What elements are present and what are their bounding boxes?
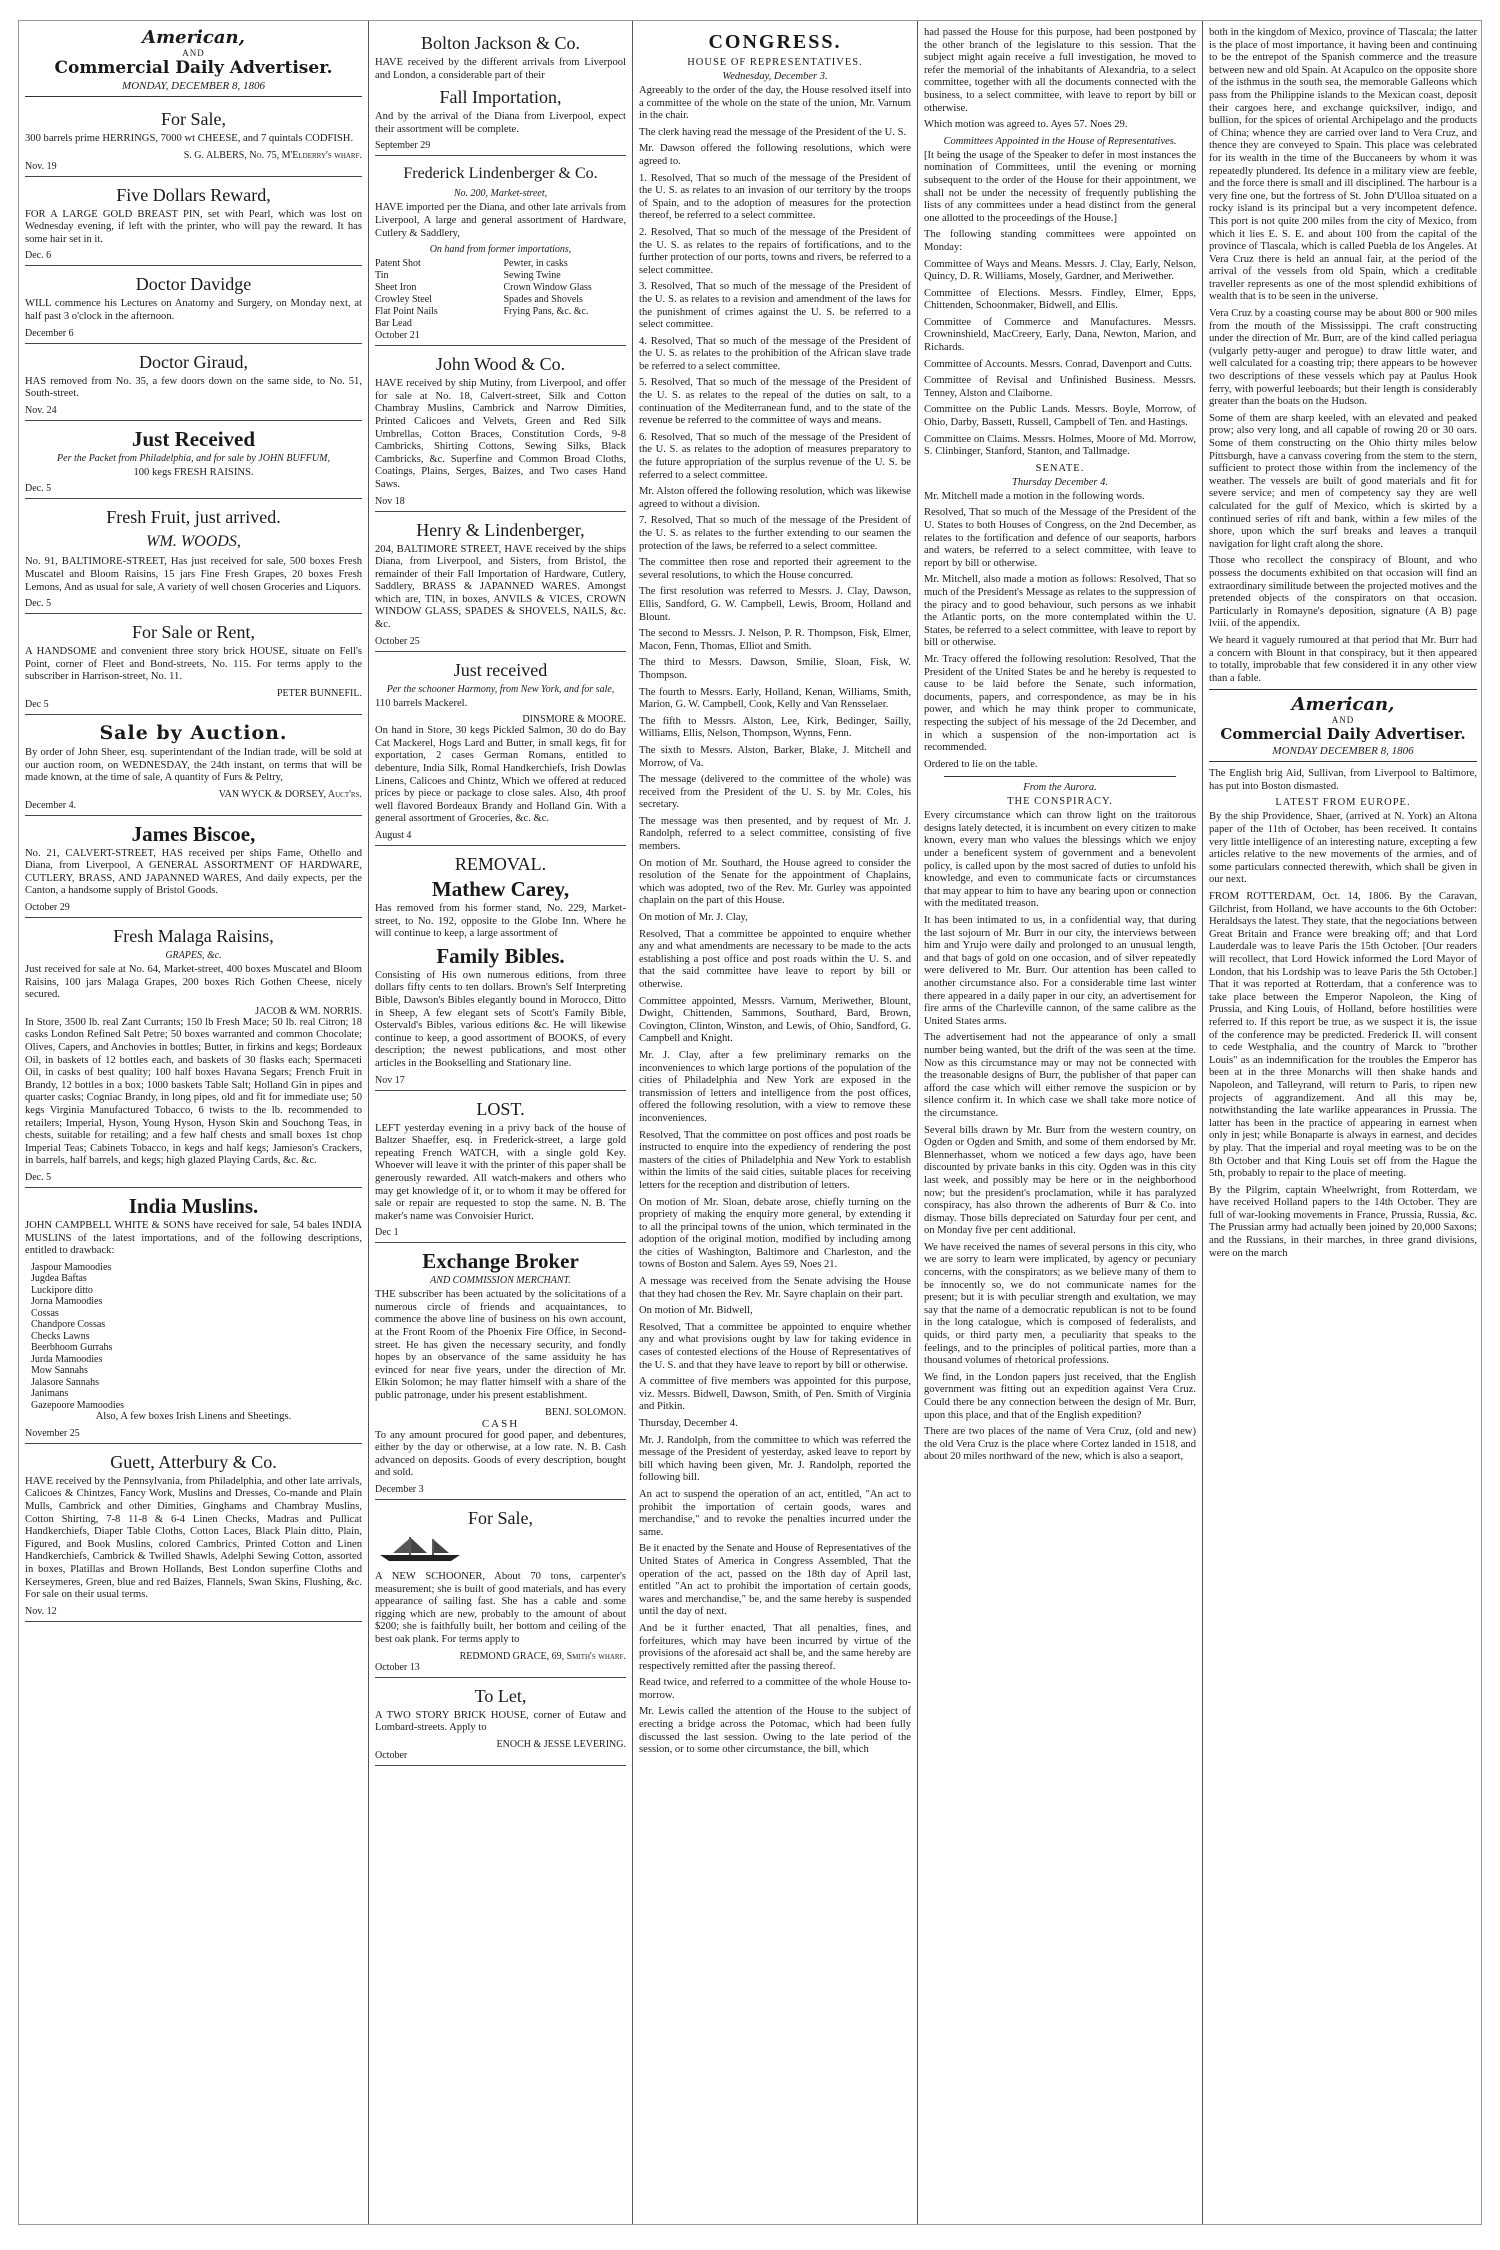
ad-heading: Just received xyxy=(453,659,548,680)
paragraph: By the Pilgrim, captain Wheelwright, from Rotterdam, we have received Holland papers to the 14th October. They are full of war-looking movements in France, Prussia, Russia, &c. The Prussian army had actually been joined by 20,000 Saxons; and the Russians, in their marches, in three grand divisions, were on the march xyxy=(1209,1184,1477,1259)
ad-just-received-mackerel xyxy=(375,654,626,846)
source-credit: From the Aurora. xyxy=(1023,782,1097,794)
ad-date: Dec. 5 xyxy=(25,483,52,495)
ad-heading: REMOVAL. xyxy=(454,854,547,874)
section-heading-conspiracy: THE CONSPIRACY. xyxy=(1007,796,1113,808)
paragraph: both in the kingdom of Mexico, province of Tlascala; the latter is the place of most importance, it having been and continuing to be the entrepot of the Spanish commerce and the treasure between new and old Spain. At Acapulco on the opposite shore of the isthmus in the south sea, the memorable Galleons which pass from the Philippine islands to the Mexican coast, deposit their cargoes here, and exchange quicksilver, indigo, and bullion, for the spices of oriental Archipelago and the products of China; whence they are carried over land to Vera Cruz, and thence they are conveyed to Spain. This place was celebrated for its wealth in the time of the Buccaneers by whom it was repeatedly plundered. Its defence in a military view are feeble, and the force there is small and ill disciplined. The harbour is a very fine one, but the fortress of St. John D'Ulloa situated on a rocky island is its principal but a very incompetent defence. This port is not quite 200 miles from the city of Mexico, from which it lies E. S. E. and about 100 from the capital of the province of Tlascala, which is called Puebla de los Angeles. At Vera Cruz there is held an annual fair, at the period of the arrival of the vessels from old Spain, which a creditable traveller represents as one of the most splendid exhibitions of wealth that is to be seen in the universe. xyxy=(1209,27,1477,303)
ad-signature: REDMOND GRACE, 69, Smith's wharf. xyxy=(459,1650,626,1662)
ad-subheading: AND COMMISSION MERCHANT. xyxy=(430,1275,571,1287)
list-item: Flat Point Nails xyxy=(375,306,438,318)
masthead-title-line2: Commercial Daily Advertiser. xyxy=(1220,725,1466,744)
list-item: Jalasore Sannahs xyxy=(31,1376,100,1388)
paragraph: Ordered to lie on the table. xyxy=(924,758,1038,770)
paragraph: Be it enacted by the Senate and House of Representatives of the United States of America in Congress Assembled, That the operation of the act, passed on the 18th day of April last, entitled "An act to prohibit the importation of certain goods, wares and merchandise," be, and the same hereby is suspended until the day of next. xyxy=(639,1543,911,1618)
ad-date: Nov. 24 xyxy=(25,404,57,416)
ad-signature: JACOB & WM. NORRIS. xyxy=(255,1005,362,1017)
news-brief xyxy=(1209,768,1477,793)
muslin-list xyxy=(25,1262,362,1412)
ad-body: HAVE imported per the Diana, and other late arrivals from Liverpool, A large and general assortment of Hardware, Cutlery & Saddlery, xyxy=(375,202,626,239)
ad-body: HAVE received by the different arrivals from Liverpool and London, a considerable part of their xyxy=(375,57,626,81)
paragraph: Mr. Lewis called the attention of the House to the subject of erecting a bridge across the Potomac, which had been fully discussed the last session. Owing to the late period of the session, or to some other circumstance, the bill, which xyxy=(639,1706,911,1756)
ad-heading: Five Dollars Reward, xyxy=(116,184,271,205)
ad-heading: Fresh Fruit, just arrived. xyxy=(106,507,281,528)
ad-body: WILL commence his Lectures on Anatomy and Surgery, on Monday next, at half past 3 o'clock in the afternoon. xyxy=(25,298,362,322)
paragraph: The following standing committees were appointed on Monday: xyxy=(924,229,1196,253)
list-item: Sheet Iron xyxy=(375,282,417,294)
ad-body: A NEW SCHOONER, About 70 tons, carpenter's measurement; she is built of good materials, and has every appearance of sailing fast. She has a cable and some rigging which are new, probably to the amount of about $200; she is faithfully built, her bottom and ceiling of the best oak plank. For terms apply to xyxy=(375,1571,626,1645)
masthead-date: MONDAY DECEMBER 8, 1806 xyxy=(1272,745,1414,758)
ad-heading-2: Mathew Carey, xyxy=(431,877,570,901)
ad-date: October 21 xyxy=(375,330,420,342)
list-item: Gazepoore Mamoodies xyxy=(31,1399,125,1411)
masthead-title-line1: American, xyxy=(142,27,245,48)
section-heading-senate: SENATE. xyxy=(1035,462,1085,474)
list-item: Frying Pans, &c. &c. xyxy=(503,306,589,318)
senate-date: Thursday December 4. xyxy=(1012,476,1108,488)
ad-body: 100 kegs FRESH RAISINS. xyxy=(133,466,254,478)
paragraph: Mr. Dawson offered the following resolutions, which were agreed to. xyxy=(639,143,911,167)
ad-date: August 4 xyxy=(375,830,412,841)
ad-just-received xyxy=(25,423,362,500)
ad-body: HAVE received by ship Mutiny, from Liverpool, and offer for sale at No. 18, Calvert-street, Silk and Cotton Chambray Muslins, Cambrick and Narrow Dimities, Printed Calicoes and Velvets, Green and Red Silk Umbrellas, Cotton Braces, Constitution Cords, 9-8 Cambricks, Shirting Cottons, Sewing Silks, Black Cambricks, &c. Superfine and Common Broad Cloths, Coatings, Plains, Serges, Baizes, and Two cases Hand Saws. xyxy=(375,378,626,490)
ad-body-2: To any amount procured for good paper, and debentures, either by the day or otherwise, at a low rate. N. B. Cash advanced on deposits. Goods of every description, bought and sold. xyxy=(375,1429,626,1479)
paragraph: Agreeably to the order of the day, the House resolved itself into a committee of the whole on the state of the union, Mr. Varnum in the chair. xyxy=(639,85,911,122)
paragraph: Several bills drawn by Mr. Burr from the western country, on Ogden or Ogden and Smith, and some of them endorsed by Mr. Blennerhasset, whom we noticed a few days ago, have been discounted by private banks in this city. Ogden was in this city last week, and possibly may be here or in the neighborhood now; but the president's proclamation, while it has paralyzed conspiracy, has also thrown the adherents of Burr & Co. into dismay. Those bills depreciated on Saturday four per cent, and on Monday five per cent additional. xyxy=(924,1124,1196,1237)
section-subtitle: HOUSE OF REPRESENTATIVES. xyxy=(687,57,863,68)
ad-date: November 25 xyxy=(25,1427,80,1439)
list-item: Jurda Mamoodies xyxy=(31,1353,103,1365)
paragraph: Mr. Mitchell made a motion in the following words. xyxy=(924,490,1145,502)
masthead-title-line1: American, xyxy=(1291,694,1395,716)
paragraph: 3. Resolved, That so much of the message of the President of the U. S. as relates to a revision and amendment of the laws for the punishment of crimes against the U. S. be referred to a select committee. xyxy=(639,281,911,331)
masthead-and: AND xyxy=(182,48,205,58)
europe-news xyxy=(1209,811,1477,1260)
paragraph: It has been intimated to us, in a confidential way, that during the last sojourn of Mr. Burr in our city, the interviews between him and Yrujo were daily and prolonged to an unusual length, and that bags of gold on one occasion, and of silver repeatedly were delivered to Mr. Burr. Our attention has been called to another circumstance also. For a considerable time last winter there appeared in a daily paper in our city, an advertisement for fire arms of the Charleville cannon, of the same calibre as the United States arms. xyxy=(924,915,1196,1027)
goods-two-column-list xyxy=(375,258,626,330)
ad-date: October 13 xyxy=(375,1661,420,1673)
paragraph: The English brig Aid, Sullivan, from Liverpool to Baltimore, has put into Boston dismasted. xyxy=(1209,768,1477,792)
paragraph: The advertisement had not the appearance of only a small number being wanted, but the drift of the was seen at the time. Now as this circumstance may or may not be connected with the treasonable designs of Burr, the publisher of that paper can afford the case which will either remove the suspicion or by silence confirm it. In which case we shall take more notice of the circumstance. xyxy=(924,1032,1196,1119)
ad-body: HAVE received by the Pennsylvania, from Philadelphia, and other late arrivals, Calicoes & Chintzes, Fancy Work, Muslins and Dresses, Co-mande and Plain Mulls, Cambrick and other Dimities, Ginghams and Chambray Muslins, Cotton Shirting, 7-8 11-8 & 6-4 Linen Checks, Madras and Pullicat Handkerchiefs, Diaper Table Cloths, Cotton Laces, Black Plain ditto, Plain, Figured, and Book Muslins, colored Cambrics, Printed Cotton and Linen Handkerchiefs, Cambrick & Twilled Shawls, Adelphi Sewing Cotton, assorted in boxes, Platillas and Brown Hollands, Best London superfine Cloths and Kerseymeres, Green, blue and red Baizes, Flannels, Swan Skins, Flushing, &c. For sale on their usual terms. xyxy=(25,1475,362,1601)
list-item: Janimans xyxy=(31,1388,69,1400)
ad-heading: For Sale, xyxy=(468,1508,533,1528)
ad-date: December 4. xyxy=(25,799,77,811)
paragraph: On motion of Mr. J. Clay, xyxy=(639,912,748,924)
paragraph: By the ship Providence, Shaer, (arrived at N. York) an Altona paper of the 11th of October, has been received. It contains very little intelligence of an interesting nature, excepting a few articles relative to the new movements of the armies, and of some particulars connected therewith, which shall be given in our next. xyxy=(1209,811,1477,886)
ad-body: Has removed from his former stand, No. 229, Market-street, to No. 192, opposite to the Globe Inn. Where he will continue to keep, a large assortment of xyxy=(375,903,626,940)
paragraph: The first resolution was referred to Messrs. J. Clay, Dawson, Ellis, Sandford, G. W. Campbell, Lewis, Broom, Holland and Blount. xyxy=(639,586,911,623)
ad-date: Dec. 5 xyxy=(25,1171,52,1183)
paragraph: 5. Resolved, That so much of the message of the President of the U. S. as relates to the repeal of the duties on salt, to a continuation of the Mediterranean fund, and to the state of the revenue be referred to the committee of ways and means. xyxy=(639,377,911,427)
list-item: Cossas xyxy=(31,1307,59,1319)
paragraph: Committee of Revisal and Unfinished Business. Messrs. Tenney, Alston and Claiborne. xyxy=(924,375,1196,399)
ad-malaga-raisins xyxy=(25,920,362,1188)
ad-body-2: On hand in Store, 30 kegs Pickled Salmon, 30 do do Bay Cat Mackerel, Hogs Lard and Butter, in small kegs, fit for exportation, 2 cases German Romans, entitled to debenture, India Silk, Romal Handkerchiefs, Irish Dowlas Linens, Calicoes and Chintz, Which we offered at reduced prices by piece or package to close sales. Also, 4th proof well flavored Bordeaux Brandy and Holland Gin. With a general assortment of Groceries, &c. &c. xyxy=(375,725,626,825)
paragraph: had passed the House for this purpose, had been postponed by the other branch of the legislature to this session. That the subject might again receive a full investigation, he moved to refer the memorial of the inhabitants of Alexandria, to a select committee, together with all the documents connected with the business, to a select committee, with leave to report by bill or otherwise. xyxy=(924,27,1196,114)
ad-lost-watch xyxy=(375,1093,626,1244)
column-3 xyxy=(632,21,917,2224)
list-item: Spades and Shovels xyxy=(503,294,583,306)
paragraph: And be it further enacted, That all penalties, fines, and forfeitures, which may have been incurred by virtue of the provisions of the aforesaid act shall be, and the same hereby are respectively remitted after the passing thereof. xyxy=(639,1622,911,1672)
ad-heading: Just Received xyxy=(131,426,256,451)
ad-merchant-name: WM. WOODS, xyxy=(146,533,241,551)
list-item: Beerbhoom Gurrahs xyxy=(31,1342,113,1354)
paragraph: Read twice, and referred to a committee of the whole House to-morrow. xyxy=(639,1677,911,1701)
paragraph: On motion of Mr. Southard, the House agreed to consider the resolution of the Senate for the appointment of Chaplains, which was adopted, two of the Rev. Mr. Gurley was appointed chaplain on the part of this House. xyxy=(639,857,911,907)
ad-body: 300 barrels prime HERRINGS, 7000 wt CHEESE, and 7 quintals CODFISH. xyxy=(25,133,354,144)
list-item: Chandpore Cossas xyxy=(31,1319,106,1331)
paragraph: Resolved, That so much of the Message of the President of the U. States to both Houses of Congress, on the 2nd December, as relates to the fortification and defence of our seaports, harbors and waters, be referred to a select committee, with leave to report by bill or otherwise. xyxy=(924,507,1196,569)
paragraph: Committee of Commerce and Manufactures. Messrs. Crowninshield, MacCreery, Early, Dana, Newton, Marion, and Richards. xyxy=(924,316,1196,354)
ad-heading: India Muslins. xyxy=(128,1193,259,1218)
paragraph: The committee then rose and reported their agreement to the several resolutions, to which the House concurred. xyxy=(639,557,911,581)
paragraph: Mr. J. Clay, after a few preliminary remarks on the inconveniences to which large portions of the population of the cities of Philadelphia and New York are exposed in the transmission of letters and intelligence from the post offices, offered the following resolution, with a view to remove these inconveniences. xyxy=(639,1049,911,1124)
ad-signature: BENJ. SOLOMON. xyxy=(545,1406,626,1418)
ad-date: Nov. 19 xyxy=(25,160,57,172)
ad-heading: Henry & Lindenberger, xyxy=(416,519,585,540)
ad-body-2: In Store, 3500 lb. real Zant Currants; 150 lb Fresh Mace; 50 lb. real Citron; 18 casks London Refined Salt Petre; 50 boxes warranted and common Chocolate; Olives, Capers, and Anchovies in bottles; Butter, in firkins and kegs; Bordeaux Oil, in baskets of 12 bottles each, and baskets of 30 flasks each; Spermaceti Oil, in casks of best quality; 100 half boxes Havana Segars; French Fruit in Brandy, 12 bottles in a box; 1000 baskets Table Salt; Holland Gin in pipes and quarter casks; Cogniac Brandy, in long pipes, old and fit for immediate use; 50 kegs Virginia Manufactured Tobacco, 6 twists to the lb. recommended to retailers; Imperial, Hyson, Young Hyson, Hyson Skin and Souchong Teas, in chests, suitable for retailing; and a few half chests and small boxes 1st chop Imperial Teas; Cabinets Tobacco, in kegs and half kegs; Jamieson's Crackers, in barrels, half barrels, and kegs; high glazed Playing Cards, &c. &c. xyxy=(25,1016,362,1167)
paragraph: Committee of Ways and Means. Messrs. J. Clay, Early, Nelson, Quincy, D. R. Williams, Mosely, Gardner, and Meriwether. xyxy=(924,258,1196,283)
paragraph: The message was then presented, and by request of Mr. J. Randolph, referred to a select committee, consisting of five members. xyxy=(639,815,911,853)
ad-heading: Bolton Jackson & Co. xyxy=(420,33,580,53)
ad-subheading-2: On hand from former importations, xyxy=(429,244,572,256)
ad-body-2: Consisting of His own numerous editions, from three dollars fifty cents to ten dollars. Brown's Self Interpreting Bible, Dawson's Bibles elegantly bound in Morocco, Ditto in Sheep, A few elegant sets of Scott's Family Bible, Ostervald's Bibles, various editions &c. He will likewise continue to keep, a good assortment of BOOKS, of every description; the newest publications, and most other articles in the Bookselling and Stationary line. xyxy=(375,969,626,1069)
ad-heading: To Let, xyxy=(474,1685,527,1706)
ad-heading: Frederick Lindenberger & Co. xyxy=(403,165,598,183)
ad-signature: PETER BUNNEFIL. xyxy=(277,687,362,699)
senate-proceedings xyxy=(924,491,1196,771)
ad-body: HAS removed from No. 35, a few doors down on the same side, to No. 51, South-street. xyxy=(25,375,362,400)
ad-to-let xyxy=(375,1680,626,1766)
ad-body: JOHN CAMPBELL WHITE & SONS have received for sale, 54 bales INDIA MUSLINS of the latest importations, and of the following descriptions, entitled to drawback: xyxy=(25,1219,362,1257)
ad-auction xyxy=(25,717,362,816)
list-item: Sewing Twine xyxy=(503,270,561,282)
ad-doctor-davidge xyxy=(25,268,362,343)
ad-john-wood xyxy=(375,348,626,511)
ad-subheading: Per the schooner Harmony, from New York, and for sale, xyxy=(386,683,615,695)
congress-proceedings xyxy=(639,85,911,1757)
masthead xyxy=(25,27,362,97)
paragraph: Mr. Alston offered the following resolution, which was likewise agreed to without a division. xyxy=(639,486,911,510)
ad-heading-2: Fall Importation, xyxy=(439,87,562,108)
ad-heading: James Biscoe, xyxy=(131,821,256,846)
column-4 xyxy=(917,21,1202,2224)
ad-heading: LOST. xyxy=(476,1098,525,1119)
ad-body: 204, BALTIMORE STREET, HAVE received by the ships Diana, from Liverpool, and Sisters, from Bristol, the remainder of their Fall Importation of Hardware, Cutlery, Saddlery, BRASS & JAPANNED WARES. Amongst which are, TIN, in boxes, ANVILS & VICES, CROWN WINDOW GLASS, SPADES & SHOVELS, NAILS, &c. &c. xyxy=(375,543,626,631)
ad-date: September 29 xyxy=(375,140,431,152)
list-item: Checks Lawns xyxy=(31,1330,90,1342)
paragraph: On motion of Mr. Bidwell, xyxy=(639,1305,753,1317)
ad-signature: DINSMORE & MOORE. xyxy=(522,714,626,726)
ad-india-muslins xyxy=(25,1190,362,1444)
ad-heading: Exchange Broker xyxy=(422,1249,579,1274)
ad-date: October 29 xyxy=(25,902,70,914)
list-item: Patent Shot xyxy=(375,258,421,270)
ad-date: Nov. 12 xyxy=(25,1605,57,1617)
paragraph: 7. Resolved, That so much of the message of the President of the U. S. as relates to the further extending to our seamen the protection of the laws, be referred to a select committee. xyxy=(639,515,911,552)
ad-date: Dec 5 xyxy=(25,698,49,710)
ad-body: No. 91, BALTIMORE-STREET, Has just received for sale, 500 boxes Fresh Muscatel and Bloom Raisins, 15 jars Fine Fresh Grapes, 20 boxes Fresh Lemons, And as usual for sale, A variety of well chosen Groceries and Liquors. xyxy=(25,556,362,593)
paragraph: The clerk having read the message of the President of the U. S. xyxy=(639,126,907,138)
list-item: Jorna Mamoodies xyxy=(31,1296,103,1308)
ad-heading-3: Family Bibles. xyxy=(436,943,565,968)
paragraph: Committee of Elections. Messrs. Findley, Elmer, Epps, Chittenden, Schoonmaker, Bidwell, and Ellis. xyxy=(924,287,1196,312)
masthead-title-line2: Commercial Daily Advertiser. xyxy=(54,58,333,78)
ad-body: No. 21, CALVERT-STREET, HAS received per ships Fame, Othello and Diana, from Liverpool, A GENERAL ASSORTMENT OF HARDWARE, CUTLERY, BRASS, AND JAPANNED WARES, And daily expects, per the Canton, a handsome supply of Bristol Goods. xyxy=(25,847,362,897)
ad-subheading: Per the Packet from Philadelphia, and for sale by JOHN BUFFUM, xyxy=(57,452,330,464)
paragraph: The second to Messrs. J. Nelson, P. R. Thompson, Fisk, Elmer, Macon, Fenn, Thomas, Elliot and Smith. xyxy=(639,628,911,652)
ad-subheading: No. 200, Market-street, xyxy=(453,188,548,200)
ad-guett-atterbury xyxy=(25,1446,362,1622)
paragraph: Committee appointed, Messrs. Varnum, Meriwether, Blount, Dwight, Chittenden, Sammons, Southard, Bard, Brown, Covington, Clinton, Winston, and Lewis, of Ohio, Sandford, G. Campbell and Knight. xyxy=(639,995,911,1045)
divider xyxy=(944,776,1176,777)
ad-signature: ENOCH & JESSE LEVERING. xyxy=(496,1738,626,1750)
ad-reward xyxy=(25,179,362,267)
committees-list xyxy=(924,150,1196,459)
ad-heading: For Sale or Rent, xyxy=(132,622,255,643)
ad-for-sale-herrings xyxy=(25,103,362,177)
ad-heading: Guett, Atterbury & Co. xyxy=(110,1451,277,1472)
paragraph: The sixth to Messrs. Alston, Barker, Blake, J. Mitchell and Morrow, of Va. xyxy=(639,744,911,769)
paragraph: Mr. Tracy offered the following resolution: Resolved, That the President of the United States be and he hereby is requested to cause to be laid before the Senate, such information, documents, papers, and correspondence, as may be in his power, and which he may think proper to communicate, respecting the subject of his message of the 2d December, and in which a suspension of the non-importation act is recommended. xyxy=(924,653,1196,754)
list-item: Crown Window Glass xyxy=(503,282,592,294)
ad-date: October 25 xyxy=(375,635,420,647)
paragraph: Vera Cruz by a coasting course may be about 800 or 900 miles from the mouth of the Mississippi. The craft constructing under the direction of Mr. Burr, are of the kind called periagua (vulgarly petty-auger and perogue) to draw little water, and well calculated for a coasting trip; there appears to be however two descriptions of these vessels which pay at Paulus Hook ferry, with powerful leeboards; but their length is considerably greater than the boats on the Hudson. xyxy=(1209,308,1477,408)
ad-body: Just received for sale at No. 64, Market-street, 400 boxes Muscatel and Bloom Raisins, 100 jars Malaga Grapes, 200 boxes Rich Gothen Cheese, nicely secured. xyxy=(25,964,362,1001)
paragraph: 6. Resolved, That so much of the message of the President of the U. S. as relates to the adoption of measures preparatory to the future appropriation of the surplus revenue of the U. S. be referred to a select committee. xyxy=(639,431,911,481)
ship-icon xyxy=(375,1535,465,1563)
paragraph: Mr. J. Randolph, from the committee to which was referred the message of the President of yesterday, asked leave to report by bill which having been given, Mr. J. Randolph, reported the following bill. xyxy=(639,1434,911,1484)
paragraph: The fourth to Messrs. Early, Holland, Kenan, Williams, Smith, Marion, G. W. Campbell, Cook, Kelly and Van Rensselaer. xyxy=(639,686,911,711)
ad-date: Dec 1 xyxy=(375,1227,399,1239)
ad-signature: S. G. ALBERS, No. 75, M'Elderry's wharf. xyxy=(183,149,362,161)
paragraph: The fifth to Messrs. Alston, Lee, Kirk, Bedinger, Sailly, Williams, Ellis, Nelson, Thompson, Wynns, Fenn. xyxy=(639,715,911,740)
paragraph: 2. Resolved, That so much of the message of the President of the U. S. as relates to the repairs of fortifications, and to the further protection of our ports, towns and rivers, be referred to a select committee. xyxy=(639,226,911,276)
paragraph: Committee on the Public Lands. Messrs. Boyle, Morrow, of Ohio, Darby, Bassett, Russell, Campbell of Ten. and Hastings. xyxy=(924,404,1196,429)
list-item: Jaspour Mamoodies xyxy=(31,1261,112,1273)
paragraph: On motion of Mr. Sloan, debate arose, chiefly turning on the propriety of making the enquiry more general, by extending it to all the principal towns of the union, which terminated in the adoption of the original motion, modified by including among the cities of Washington, Baltimore and Charleston, and the towns of Boston and Salem. Ayes 59, Noes 21. xyxy=(639,1196,911,1271)
paragraph: There are two places of the name of Vera Cruz, (old and new) the old Vera Cruz is the place where Cortez landed in 1518, and about 20 miles northward of the new, which is also a seaport, xyxy=(924,1426,1196,1463)
paragraph: A message was received from the Senate advising the House that they had chosen the Rev. Mr. Sayre chaplain on their part. xyxy=(639,1276,911,1300)
conspiracy-article xyxy=(924,810,1196,1464)
list-item: Jugdea Baftas xyxy=(31,1273,87,1285)
paragraph: [It being the usage of the Speaker to defer in most instances the nomination of Committees, until the evening or morning subsequent to the order of the House for their appointment, we shall not be under the necessity of frequently publishing the lists of any committees under a head distinct from the general one allotted to the proceedings of the House.] xyxy=(924,149,1196,224)
paragraph: Resolved, That a committee be appointed to enquire whether any and what provisions ought by law for taking evidence in cases of contested elections of the House of Representatives of the U. S. and that they have leave to report by bill or otherwise. xyxy=(639,1321,911,1371)
masthead-date: MONDAY, DECEMBER 8, 1806 xyxy=(122,80,265,92)
paragraph: Resolved, That the committee on post offices and post roads be instructed to enquire into the expediency of rendering the post masters of the cities of Philadelphia and New York to establish within the limits of the said cities, suitable places for receiving letters for the reception and distribution of letters. xyxy=(639,1129,911,1191)
column-5 xyxy=(1202,21,1483,2224)
column-2 xyxy=(368,21,632,2224)
list-item: Luckipore ditto xyxy=(31,1284,93,1296)
ad-signature: VAN WYCK & DORSEY, Auct'rs. xyxy=(218,788,362,800)
newspaper-page xyxy=(18,20,1482,2225)
ad-frederick-lindenberger xyxy=(375,158,626,346)
ad-heading: Fresh Malaga Raisins, xyxy=(113,926,274,947)
ad-date: Dec. 6 xyxy=(25,250,52,262)
section-heading-latest-europe: LATEST FROM EUROPE. xyxy=(1275,797,1411,809)
ad-heading: Sale by Auction. xyxy=(99,721,288,744)
section-title-congress: CONGRESS. xyxy=(708,31,842,53)
paragraph: FROM ROTTERDAM, Oct. 14, 1806. By the Caravan, Gilchrist, from Holland, we have accounts to the 6th October: Heraldsays the latest. They state, that the negociations between Great Britain and France were breaking off; and that Lord Lauderdale was to leave Paris the 15th October. [Our readers will recollect, that Lord Howick informed the Lord Mayor of London, that his Lordship was to leave Paris the 5th October.] That it was reported at Rotterdam, that a conference was to take place between the Emperor Napoleon, the King of Prussia, and King Louis, of Holland, before hostilities were referred to. If this report be true, as we suspect it is, the issue of the conference may be predicted. Frederick II. will consent to cede Westphalia, and the country of Marck to "brother Louis" as an indemnification for the troubles the Emperor has been at in the three Monarchs will then shake hands and Napoleon, and Talleyrand, will return to Paris, to ripen new projects of aggrandizement. And all this may be, notwithstanding the late warlike appearances in Prussia. The latter has been in the practice of appearing in earnest when only in jest; while Bonaparte is always in earnest, and decides by play. That the imperial and royal meeting was to be on the 8th October and that King Louis set off from the Hague the 5th, probably to repair to the place of meeting. xyxy=(1209,891,1477,1180)
section-heading-committees: Committees Appointed in the House of Representatives. xyxy=(943,135,1177,147)
ad-body: A TWO STORY BRICK HOUSE, corner of Eutaw and Lombard-streets. Apply to xyxy=(375,1709,626,1734)
paragraph: A committee of five members was appointed for this purpose, viz. Messrs. Bidwell, Dawson, Smith, of Pen. Smith of Virginia and Pitkin. xyxy=(639,1376,911,1413)
ad-date: Dec. 5 xyxy=(25,598,52,610)
paragraph: The message (delivered to the committee of the whole) was received from the President of the U. S. by Mr. Coles, his secretary. xyxy=(639,774,911,811)
list-item: Bar Lead xyxy=(375,318,412,330)
ad-body: LEFT yesterday evening in a privy back of the house of Baltzer Shaeffer, esq. in Frederick-street, a large gold repeating French WATCH, with a single gold Key. Whoever will leave it with the printer of this paper shall be generously rewarded. All watch-makers and others who may get knowledge of it, or to whom it may be offered for sale or repair are requested to stop the same. N. B. The maker's name was Convoisier Hurict. xyxy=(375,1122,626,1222)
ad-schooner-for-sale xyxy=(375,1502,626,1678)
ad-subheading: GRAPES, &c. xyxy=(165,950,222,962)
ad-bolton-jackson xyxy=(375,27,626,156)
proceedings-continued xyxy=(924,27,1196,132)
ad-date: Nov 18 xyxy=(375,495,405,507)
ad-date: October xyxy=(375,1749,408,1761)
paragraph: Committee of Accounts. Messrs. Conrad, Davenport and Cutts. xyxy=(924,358,1193,370)
ad-date: December 3 xyxy=(375,1484,424,1495)
paragraph: Some of them are sharp keeled, with an elevated and peaked prow; also very long, and all capable of rowing 20 or 30 oars. Some of them constructing on the Ohio thirty miles below Pittsburgh, have a canvass covering from the stem to the stern, sufficient to protect those within from the inclemency of the weather. The vessels are built of good materials and fit for severe service; and men of competency say they are well calculated for the gulf of Mexico, which is skirted by a continued series of rift and bank, within a few miles of the shore, upon which the surf breaks and leaves a tranquil navigation for light craft along the shore. xyxy=(1209,412,1477,550)
ad-henry-lindenberger xyxy=(375,514,626,652)
paragraph: Those who recollect the conspiracy of Blount, and who possess the documents exhibited on that occasion will find an extraordinary similitude between the projected motives and the pretended objects of the conspirators on that occasion. Particularly in Romayne's deposition, signature (A B) page lviii. of the appendix. xyxy=(1209,555,1477,630)
ad-body: A HANDSOME and convenient three story brick HOUSE, situate on Fell's Point, corner of Fleet and Bond-streets, No. 115. For terms apply to the subscriber in Harrison-street, No. 11. xyxy=(25,646,362,683)
ad-heading-2: CASH xyxy=(481,1417,520,1430)
ad-body: 110 barrels Mackerel. xyxy=(375,697,468,709)
paragraph: 1. Resolved, That so much of the message of the President of the U. S. as relates to an invasion of our territory by the troops of Spain, and to the adoption of measures for the protection thereof, be referred to a select committee. xyxy=(639,172,911,222)
ad-date: Nov 17 xyxy=(375,1074,405,1086)
paragraph: An act to suspend the operation of an act, entitled, "An act to prohibit the importation of certain goods, wares and merchandise," and to revoke the penalties incurred under the same. xyxy=(639,1488,911,1538)
ad-body: By order of John Sheer, esq. superintendant of the Indian trade, will be sold at our auction room, on WEDNESDAY, the 24th instant, on terms that will be made known, at the time of sale, A quantity of Furs & Peltry, xyxy=(25,746,362,784)
list-item: Crowley Steel xyxy=(375,294,432,306)
section-date: Wednesday, December 3. xyxy=(722,71,828,82)
paragraph: Which motion was agreed to. Ayes 57. Noes 29. xyxy=(924,119,1128,131)
ad-body: FOR A LARGE GOLD BREAST PIN, set with Pearl, which was lost on Wednesday evening, if left with the printer, who will pay the reward. It has some hair set in it. xyxy=(25,208,362,245)
paragraph: Thursday, December 4. xyxy=(639,1418,738,1429)
list-item: Pewter, in casks xyxy=(503,258,568,270)
ad-exchange-broker xyxy=(375,1245,626,1500)
ad-heading: John Wood & Co. xyxy=(435,354,566,375)
column-1 xyxy=(19,21,368,2224)
paragraph: Mr. Mitchell, also made a motion as follows: Resolved, That so much of the President's Message as relates to the suppression of the piracy and to good behaviour, such persons as we inhabit the Atlantic ports, on the more contemplated within the U. States, be referred to a select committee, with leave to report by bill or otherwise. xyxy=(924,574,1196,649)
ad-date: December 6 xyxy=(25,327,74,339)
inner-masthead xyxy=(1209,689,1477,762)
paragraph: We find, in the London papers just received, that the English government was fitting out an expedition against Vera Cruz. Could there be any connection between the design of Mr. Burr, upon this place, and that of the English expedition? xyxy=(924,1371,1196,1421)
conspiracy-article-continued xyxy=(1209,27,1477,685)
ad-heading: Doctor Giraud, xyxy=(139,351,248,372)
paragraph: The third to Messrs. Dawson, Smilie, Sloan, Fisk, W. Thompson. xyxy=(639,657,911,681)
paragraph: Resolved, That a committee be appointed to enquire whether any and what amendments are necessary to be made to the acts establishing a post office and post roads within the U. S. and that the said committee have leave to report by bill or otherwise. xyxy=(639,928,911,990)
paragraph: Committee on Claims. Messrs. Holmes, Moore of Md. Morrow, S. Clinbinger, Stanford, Stanton, and Tallmadge. xyxy=(924,433,1196,458)
list-item: Mow Sannahs xyxy=(31,1365,88,1377)
paragraph: Every circumstance which can throw light on the traitorous designs lately detected, it is incumbent on every citizen to make known, every man who values the blessings which we enjoy under a beneficent system of government and a benevolent policy, is called upon by the most sacred of duties to unfold his knowledge, and even to communicate facts or circumstances that may appear to him to have any bearing upon or connection with the meditated treason. xyxy=(924,810,1196,910)
ad-body: THE subscriber has been actuated by the solicitations of a numerous circle of friends and acquaintances, to commence the above line of business on his own account, at the Front Room of the Phoenix Fire Office, in Second-street. He has given the necessary security, and fondly hopes by an observance of the same assiduity he has evinced for near five years, under the direction of Mr. Elkin Solomon; he may flatter himself with a share of the public patronage, under his present establishment. xyxy=(375,1289,626,1402)
ad-fresh-fruit xyxy=(25,501,362,614)
masthead-and: AND xyxy=(1331,715,1355,726)
ad-james-biscoe xyxy=(25,818,362,918)
paragraph: We have received the names of several persons in this city, who we are sorry to learn were implicated, by agency or pecuniary concerns, with the conspirators; as we believe many of them to be innocently so, we do not communicate names for the present; but it is with peculiar strength and exultation, we may say that the name of a democratic republican is not to be found in the long catalogue, which is composed of federalists, and quids, or third party men, a peculiarity that speaks to the feelings, and to the principles of political parties, more than a thousand volumes of rhetorical professions. xyxy=(924,1241,1196,1367)
paragraph: We heard it vaguely rumoured at that period that Mr. Burr had a concern with Blount in that conspiracy, but it then appeared to totally, improbable that few considered it in any other view than a fable. xyxy=(1209,634,1477,684)
ad-heading: Doctor Davidge xyxy=(135,274,252,295)
list-item: Tin xyxy=(375,270,389,282)
ad-heading: For Sale, xyxy=(161,109,226,129)
paragraph: 4. Resolved, That so much of the message of the President of the U. S. as relates to the prohibition of the African slave trade be referred to a select committee. xyxy=(639,335,911,372)
ad-sale-or-rent xyxy=(25,616,362,715)
ad-removal-mathew-carey xyxy=(375,848,626,1091)
ad-doctor-giraud xyxy=(25,346,362,421)
ad-body-2: And by the arrival of the Diana from Liverpool, expect their assortment will be complete. xyxy=(375,111,626,135)
ad-also: Also, A few boxes Irish Linens and Sheetings. xyxy=(95,1411,292,1423)
